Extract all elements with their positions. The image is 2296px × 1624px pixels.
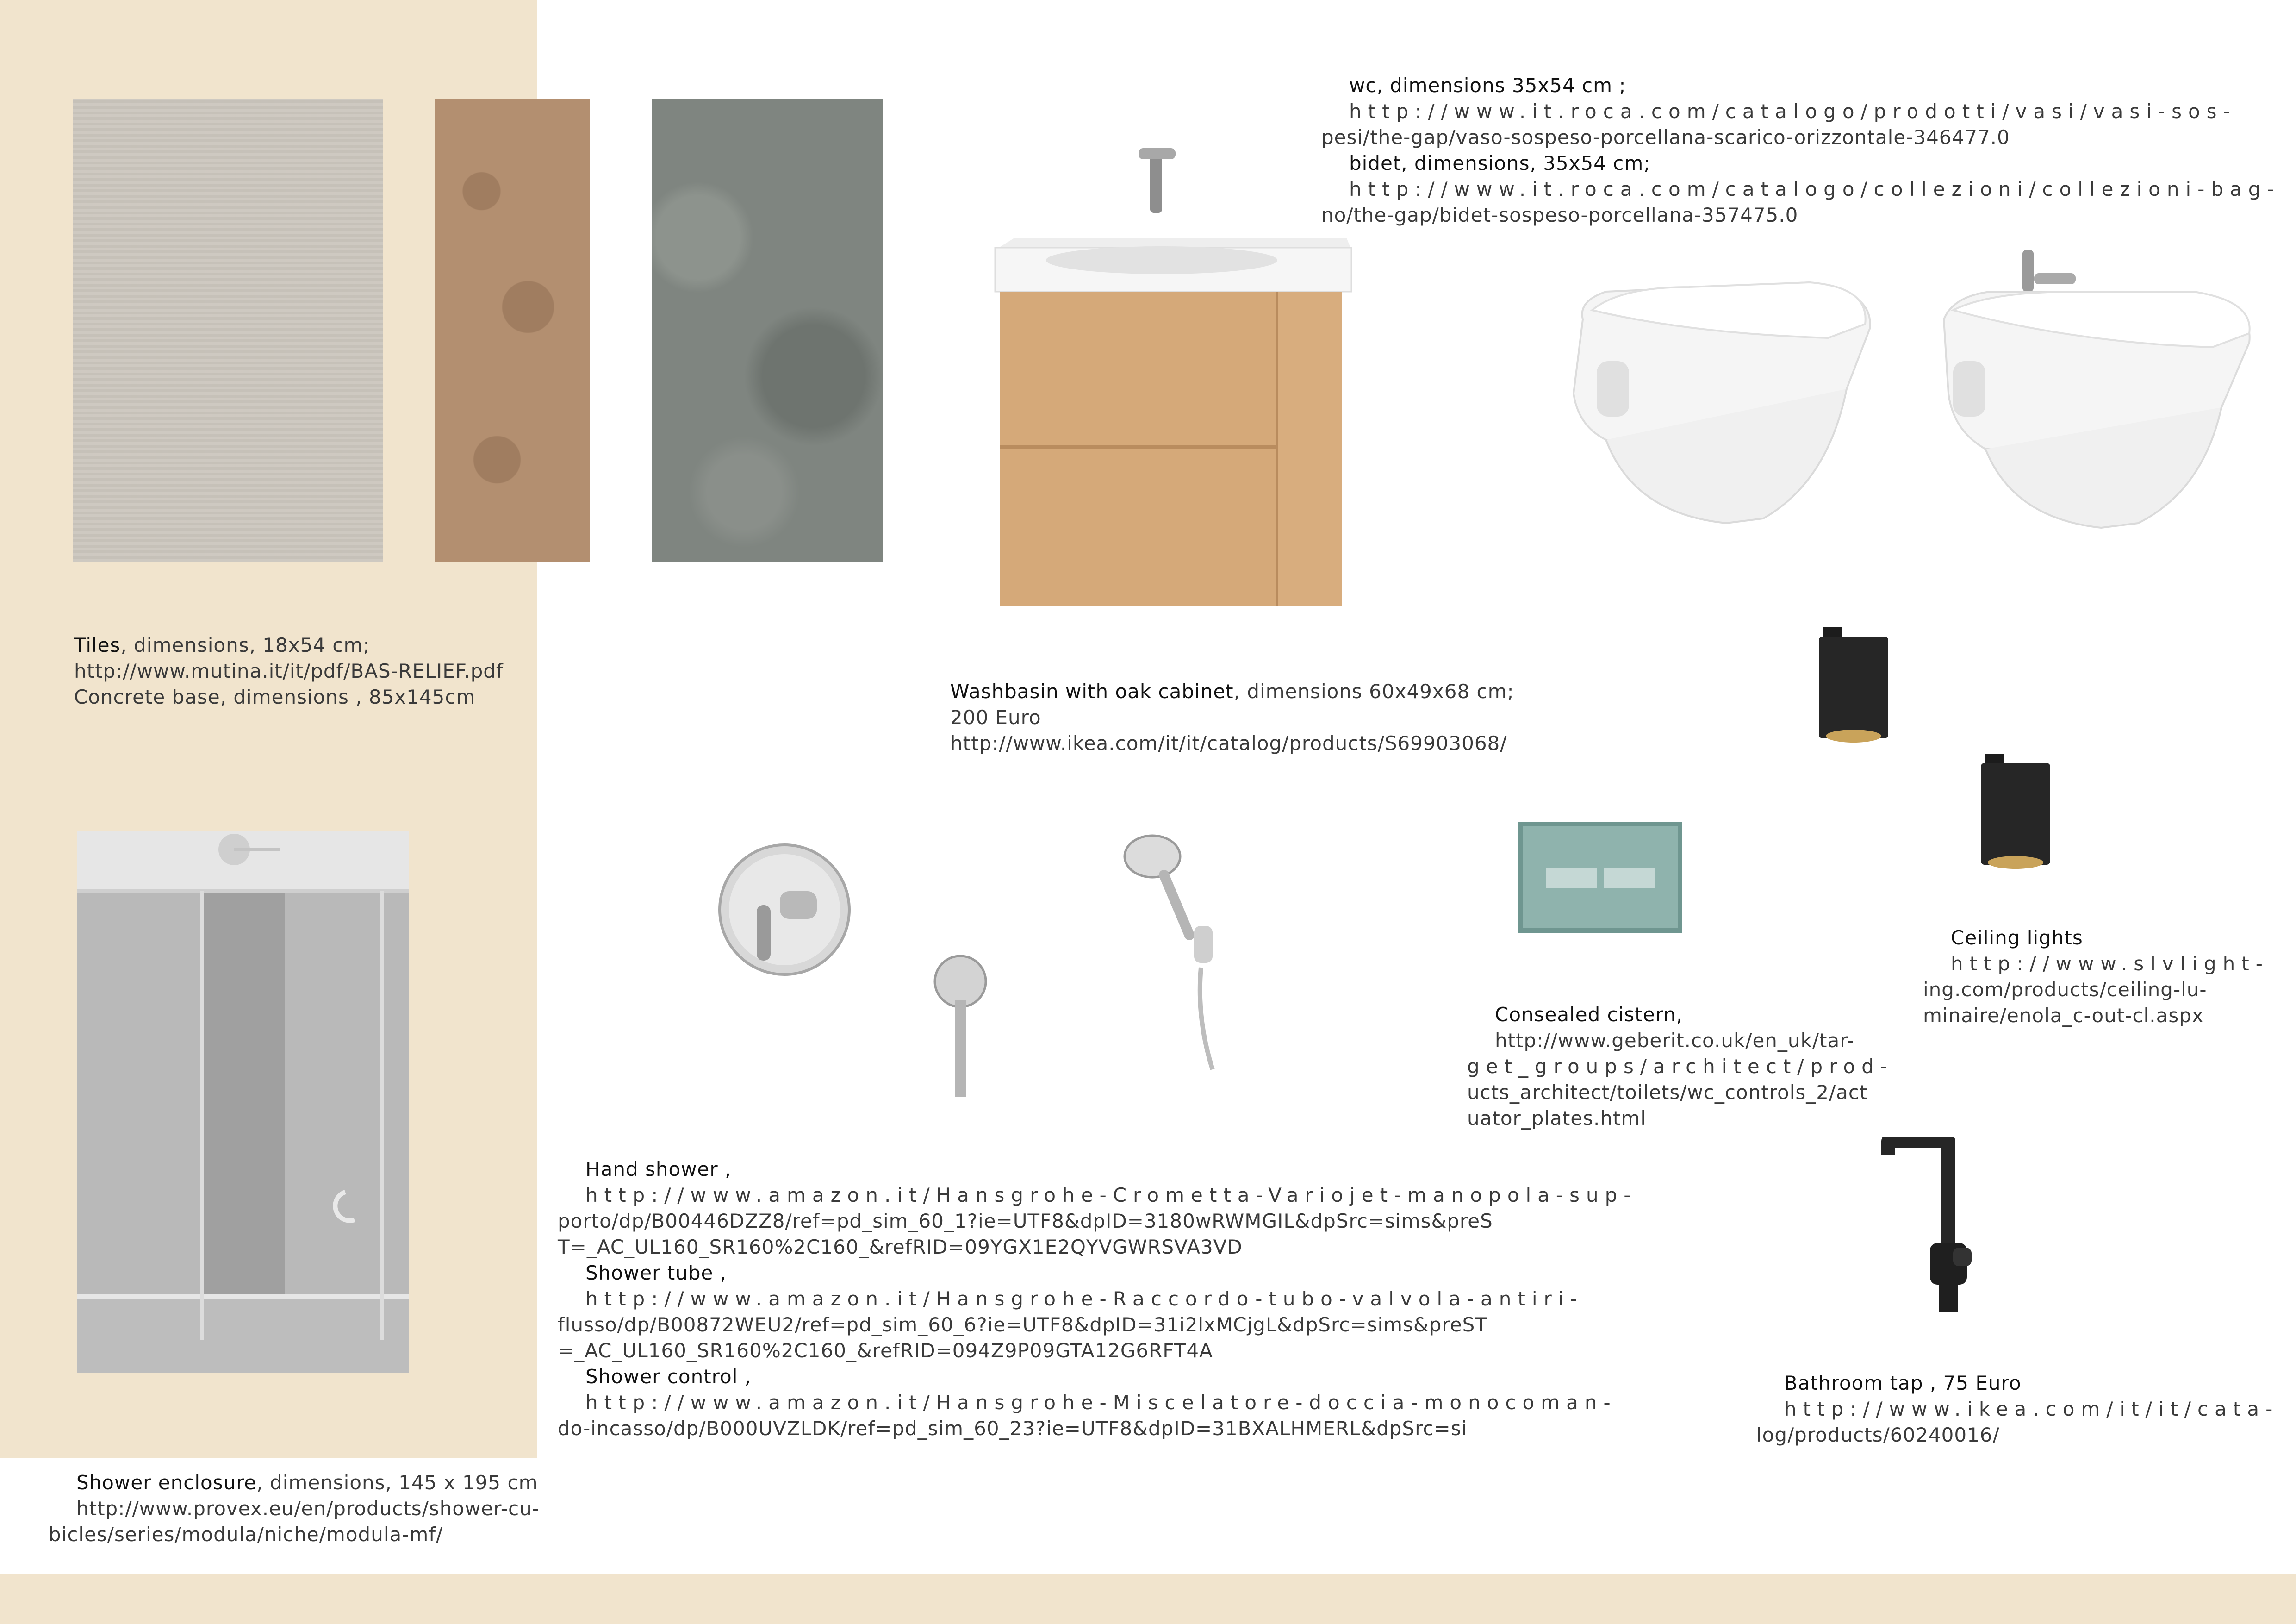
- shower-tube-title: Shower tube ,: [585, 1262, 727, 1284]
- cistern-caption: [1467, 1002, 1894, 1131]
- bidet-link-cont[interactable]: no/the-gap/bidet-sospeso-porcellana-357475.0: [1321, 204, 1798, 226]
- tiles-caption: [74, 632, 504, 710]
- shower-tube-image: [928, 954, 997, 1102]
- bathroom-tap-link-cont[interactable]: log/products/60240016/: [1756, 1424, 2000, 1446]
- ceiling-lights-caption: [1923, 925, 2269, 1029]
- cistern-link-cont2[interactable]: ucts_architect/toilets/wc_controls_2/act: [1467, 1081, 1868, 1104]
- shower-enclosure-caption: [49, 1470, 540, 1548]
- washbasin-link[interactable]: http://www.ikea.com/it/it/catalog/products/S69903068/: [950, 732, 1507, 755]
- ceiling-lights-link-cont[interactable]: ing.com/products/ceiling-lu-: [1923, 978, 2207, 1001]
- bidet-link[interactable]: http://www.it.roca.com/catalogo/collezioni/collezioni-bag-: [1349, 178, 2281, 200]
- washbasin-price: 200 Euro: [950, 706, 1041, 729]
- tiles-line: Tiles, dimensions, 18x54 cm;: [74, 634, 370, 656]
- shower-control-link-cont[interactable]: do-incasso/dp/B000UVZLDK/ref=pd_sim_60_23?ie=UTF8&dpID=31BXALHMERL&dpSrc=si: [558, 1417, 1468, 1440]
- bronze-bas-relief-tile-image: [435, 99, 590, 562]
- ceiling-lights-title: Ceiling lights: [1951, 926, 2083, 949]
- cistern-title: Consealed cistern,: [1495, 1003, 1683, 1026]
- concrete-tile-image: [652, 99, 883, 562]
- washbasin-cabinet-image: [986, 139, 1356, 620]
- shower-enclosure-link[interactable]: http://www.provex.eu/en/products/shower-cu-: [76, 1497, 540, 1520]
- shower-control-link[interactable]: http://www.amazon.it/Hansgrohe-Miscelatore-doccia-monocoman-: [585, 1391, 1617, 1414]
- washbasin-line: Washbasin with oak cabinet, dimensions 60x49x68 cm;: [950, 680, 1514, 703]
- shower-tube-link[interactable]: http://www.amazon.it/Hansgrohe-Raccordo-tubo-valvola-antiri-: [585, 1287, 1584, 1310]
- cistern-link[interactable]: http://www.geberit.co.uk/en_uk/tar-: [1495, 1029, 1854, 1052]
- concrete-base-line: Concrete base, dimensions , 85x145cm: [74, 686, 476, 708]
- beige-footer-band: [0, 1574, 2296, 1624]
- wc-title: wc, dimensions 35x54 cm ;: [1349, 74, 1626, 97]
- shower-control-title: Shower control ,: [585, 1365, 752, 1388]
- cistern-actuator-image: [1518, 822, 1682, 933]
- ceiling-lights-link[interactable]: http://www.slvlight-: [1951, 952, 2269, 975]
- shower-enclosure-link-cont[interactable]: bicles/series/modula/niche/modula-mf/: [49, 1523, 443, 1546]
- shower-tube-link-cont[interactable]: flusso/dp/B00872WEU2/ref=pd_sim_60_6?ie=UTF8&dpID=31i2lxMCjgL&dpSrc=sims&preST: [558, 1313, 1487, 1336]
- wc-bidet-caption: [1321, 73, 2281, 228]
- hand-shower-link-cont[interactable]: porto/dp/B00446DZZ8/ref=pd_sim_60_1?ie=UTF8&dpID=3180wRWMGIL&dpSrc=sims&preS: [558, 1210, 1493, 1232]
- cistern-link-cont[interactable]: get_groups/architect/prod-: [1467, 1055, 1894, 1078]
- hand-shower-link-cont2[interactable]: T=_AC_UL160_SR160%2C160_&refRID=09YGX1E2QYVGWRSVA3VD: [558, 1236, 1243, 1258]
- bathroom-tap-link[interactable]: http://www.ikea.com/it/it/cata-: [1784, 1398, 2279, 1420]
- shower-enclosure-image: [77, 831, 409, 1373]
- hand-shower-link[interactable]: http://www.amazon.it/Hansgrohe-Crometta-Variojet-manopola-sup-: [585, 1184, 1637, 1206]
- wc-image: [1550, 273, 1884, 532]
- shower-enclosure-line: Shower enclosure, dimensions, 145 x 195 cm: [76, 1471, 538, 1494]
- bathroom-tap-title: Bathroom tap , 75 Euro: [1784, 1372, 2022, 1394]
- bathroom-tap-image: [1879, 1137, 1972, 1317]
- white-textured-tile-image: [73, 99, 383, 562]
- hand-shower-image: [1120, 833, 1240, 1074]
- ceiling-lights-link-cont2[interactable]: minaire/enola_c-out-cl.aspx: [1923, 1004, 2204, 1027]
- wc-link-cont[interactable]: pesi/the-gap/vaso-sospeso-porcellana-scarico-orizzontale-346477.0: [1321, 126, 2010, 149]
- ceiling-light-image: [1817, 627, 1891, 748]
- bathroom-tap-caption: [1756, 1370, 2279, 1448]
- ceiling-light-image: [1979, 754, 2053, 874]
- bidet-image: [1935, 241, 2259, 537]
- shower-parts-caption: [558, 1156, 1637, 1442]
- bidet-title: bidet, dimensions, 35x54 cm;: [1349, 152, 1651, 175]
- washbasin-caption: [950, 679, 1514, 756]
- shower-tube-link-cont2[interactable]: =_AC_UL160_SR160%2C160_&refRID=094Z9P09GTA12G6RFT4A: [558, 1339, 1213, 1362]
- tiles-link[interactable]: http://www.mutina.it/it/pdf/BAS-RELIEF.pdf: [74, 660, 504, 682]
- hand-shower-title: Hand shower ,: [585, 1158, 732, 1181]
- shower-control-image: [715, 840, 854, 979]
- cistern-link-cont3[interactable]: uator_plates.html: [1467, 1107, 1647, 1130]
- wc-link[interactable]: http://www.it.roca.com/catalogo/prodotti/vasi/vasi-sos-: [1349, 100, 2237, 123]
